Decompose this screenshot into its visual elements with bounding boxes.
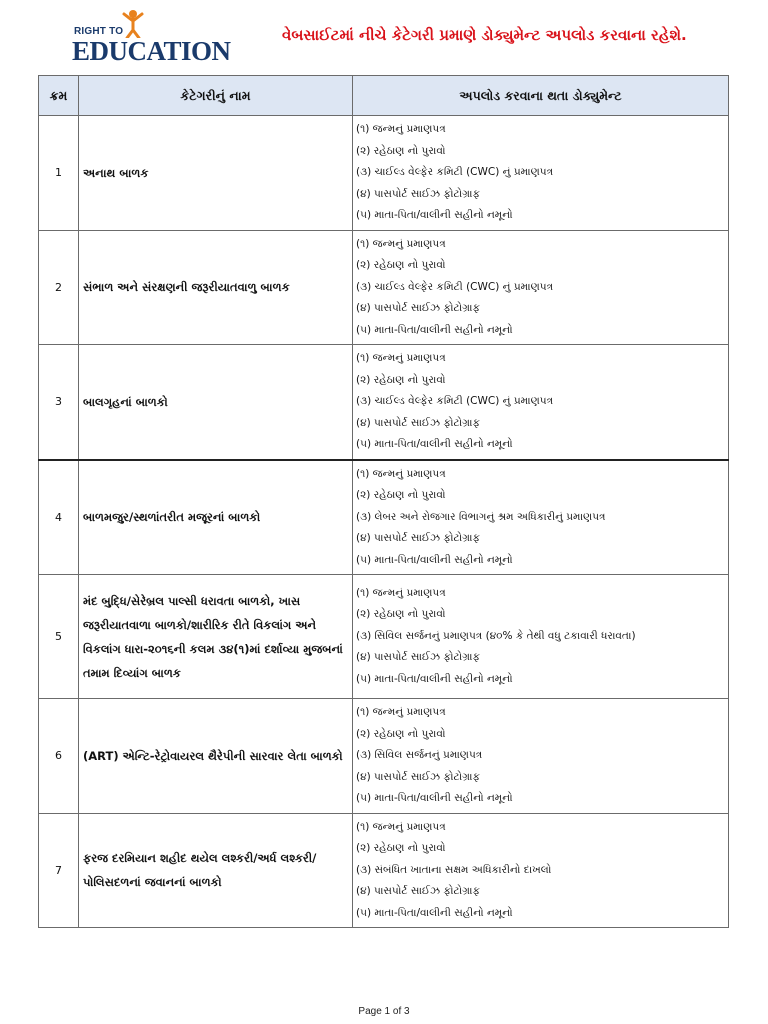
table-row — [39, 230, 729, 345]
document-item: (૨) રહેઠાણ નો પુરાવો — [356, 842, 446, 854]
document-item: (૩) લેબર અને રોજગાર વિભાગનું શ્રમ અધિકારીનું પ્રમાણપત્ર — [356, 510, 606, 523]
document-item: (૧) જન્મનું પ્રમાણપત્ર — [356, 586, 446, 599]
document-item: (૩) સંબંધિત ખાતાના સક્ષમ અધિકારીનો દાખલો — [356, 863, 552, 876]
serial-number: 4 — [39, 460, 79, 575]
serial-number: 6 — [39, 699, 79, 814]
document-item: (૪) પાસપોર્ટ સાઈઝ ફોટોગ્રાફ — [356, 416, 480, 429]
document-item: (૪) પાસપોર્ટ સાઈઝ ફોટોગ્રાફ — [356, 187, 480, 200]
serial-number: 7 — [39, 813, 79, 928]
document-list — [353, 345, 729, 460]
document-item: (૪) પાસપોર્ટ સાઈઝ ફોટોગ્રાફ — [356, 532, 480, 544]
category-name: મંદ બુદ્ધિ/સેરેબ્રલ પાલ્સી ધરાવતા બાળકો, ખાસ જરૂરીયાતવાળા બાળકો/શારીરિક રીતે વિકલાંગ અને વિકલાંગ ધારા-૨૦૧૬ની કલમ ૩૪(૧)માં દર્શાવ્યા મુજબનાં તમામ દિવ્યાંગ બાળક — [79, 575, 353, 699]
table-row — [39, 460, 729, 575]
category-name: બાળમજુર/સ્થળાંતરીત મજૂરનાં બાળકો — [79, 460, 353, 575]
document-item: (૧) જન્મનું પ્રમાણપત્ર — [356, 706, 446, 718]
category-name: ફરજ દરમિયાન શહીદ થયેલ લશ્કરી/અર્ધ લશ્કરી/પોલિસદળનાં જવાનનાં બાળકો — [79, 813, 353, 928]
document-item: (૧) જન્મનું પ્રમાણપત્ર — [356, 352, 446, 364]
document-list — [353, 813, 729, 928]
rte-logo — [72, 8, 231, 66]
category-name: સંભાળ અને સંરક્ષણની જરૂરીયાતવાળુ બાળક — [79, 230, 353, 345]
document-item: (૩) ચાઈલ્ડ વેલ્ફેર કમિટી (CWC) નું પ્રમાણપત્ર — [356, 166, 554, 178]
document-item: (૨) રહેઠાણ નો પુરાવો — [356, 727, 446, 740]
document-item: (૩) ચાઈલ્ડ વેલ્ફેર કમિટી (CWC) નું પ્રમાણપત્ર — [356, 280, 554, 293]
document-item: (૫) માતા-પિતા/વાલીની સહીનો નમૂનો — [356, 553, 513, 566]
category-name: બાલગૃહનાં બાળકો — [79, 345, 353, 460]
table-header-row — [39, 76, 729, 116]
table-row — [39, 116, 729, 231]
document-item: (૨) રહેઠાણ નો પુરાવો — [356, 373, 446, 386]
document-list — [353, 230, 729, 345]
document-item: (૫) માતા-પિતા/વાલીની સહીનો નમૂનો — [356, 672, 513, 685]
page-headline: વેબસાઈટમાં નીચે કેટેગરી પ્રમાણે ડોક્યુમેન્ટ અપલોડ કરવાના રહેશે. — [282, 26, 687, 44]
document-item: (૪) પાસપોર્ટ સાઈઝ ફોટોગ્રાફ — [356, 651, 480, 664]
document-item: (૫) માતા-પિતા/વાલીની સહીનો નમૂનો — [356, 209, 513, 221]
document-item: (૨) રહેઠાણ નો પુરાવો — [356, 608, 446, 621]
page-number: Page 1 of 3 — [358, 1006, 410, 1017]
document-list — [353, 699, 729, 814]
document-item: (૫) માતા-પિતા/વાલીની સહીનો નમૂનો — [356, 906, 513, 919]
document-item: (૪) પાસપોર્ટ સાઈઝ ફોટોગ્રાફ — [356, 885, 480, 897]
serial-number: 5 — [39, 575, 79, 699]
table-row — [39, 345, 729, 460]
document-list — [353, 460, 729, 575]
document-item: (૫) માતા-પિતા/વાલીની સહીનો નમૂનો — [356, 792, 513, 804]
document-item: (૧) જન્મનું પ્રમાણપત્ર — [356, 820, 446, 833]
document-item: (૫) માતા-પિતા/વાલીની સહીનો નમૂનો — [356, 438, 513, 450]
document-item: (૧) જન્મનું પ્રમાણપત્ર — [356, 237, 446, 250]
category-name: અનાથ બાળક — [79, 116, 353, 231]
serial-number: 2 — [39, 230, 79, 345]
header-documents: અપલોડ કરવાના થતા ડોક્યુમેન્ટ — [353, 76, 729, 116]
header-category: કેટેગરીનું નામ — [79, 76, 353, 116]
category-name: (ART) એન્ટિ-રેટ્રોવાયરલ થૈરેપીની સારવાર લેતા બાળકો — [79, 699, 353, 814]
logo-top-text: RIGHT TO — [74, 26, 124, 37]
serial-number: 3 — [39, 345, 79, 460]
document-list — [353, 575, 729, 699]
table-row — [39, 813, 729, 928]
document-item: (૨) રહેઠાણ નો પુરાવો — [356, 144, 446, 157]
document-item: (૧) જન્મનું પ્રમાણપત્ર — [356, 467, 446, 480]
documents-table — [38, 75, 729, 928]
document-item: (૨) રહેઠાણ નો પુરાવો — [356, 489, 446, 501]
document-item: (૪) પાસપોર્ટ સાઈઝ ફોટોગ્રાફ — [356, 770, 480, 783]
document-item: (૩) સિવિલ સર્જનનું પ્રમાણપત્ર — [356, 749, 483, 761]
table-row — [39, 699, 729, 814]
document-item: (૧) જન્મનું પ્રમાણપત્ર — [356, 123, 446, 135]
serial-number: 1 — [39, 116, 79, 231]
document-item: (૩) ચાઈલ્ડ વેલ્ફેર કમિટી (CWC) નું પ્રમાણપત્ર — [356, 395, 554, 407]
document-item: (૩) સિવિલ સર્જનનું પ્રમાણપત્ર (૪૦% કે તેથી વધુ ટકાવારી ધરાવતા) — [356, 629, 636, 642]
logo-main-text: EDUCATION — [72, 36, 231, 66]
document-item: (૨) રહેઠાણ નો પુરાવો — [356, 259, 446, 271]
document-list — [353, 116, 729, 231]
header-serial: ક્રમ — [39, 76, 79, 116]
document-item: (૪) પાસપોર્ટ સાઈઝ ફોટોગ્રાફ — [356, 302, 480, 314]
table-row — [39, 575, 729, 699]
document-item: (૫) માતા-પિતા/વાલીની સહીનો નમૂનો — [356, 323, 513, 336]
